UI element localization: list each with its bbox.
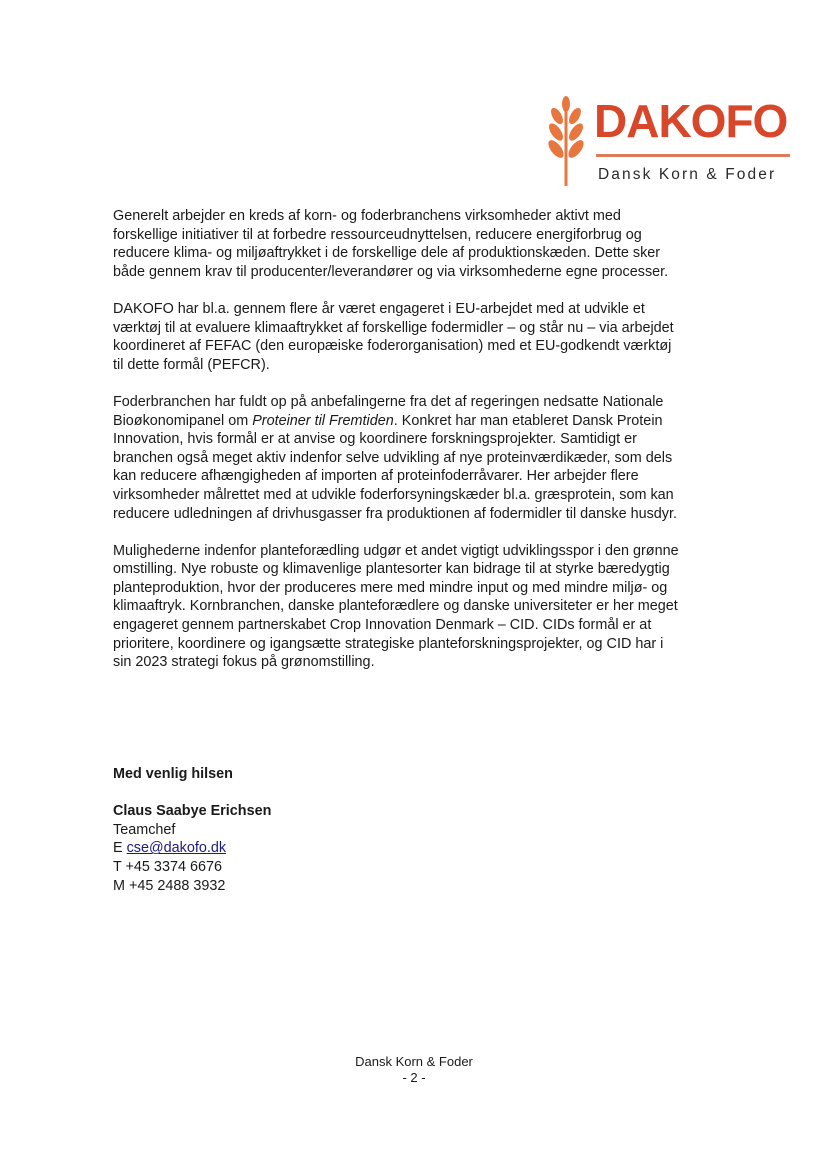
logo-divider (596, 154, 790, 157)
email-line (113, 839, 271, 858)
paragraph-3 (113, 393, 693, 523)
phone-line: T +45 3374 6676 (113, 858, 222, 875)
letter-body (113, 207, 683, 690)
email-prefix: E (113, 840, 127, 857)
signer-title: Teamchef (113, 821, 176, 838)
signer-name: Claus Saabye Erichsen (113, 803, 272, 820)
paragraph-2: DAKOFO har bl.a. gennem flere år været engageret i EU-arbejdet med at udvikle et værktøj til at evaluere klimaaftrykket af forskellige fodermidler – og står nu – via arbejdet koordineret af FEFAC (den europæiske foderorganisation) med et EU-godkendt værktøj til dette formål (PEFCR). (113, 300, 674, 373)
signature-block (113, 765, 271, 895)
logo-tagline: Dansk Korn & Foder (598, 166, 777, 183)
page-number: - 2 - (402, 1070, 426, 1085)
email-link[interactable]: cse@dakofo.dk (126, 840, 227, 857)
paragraph-3-before: Foderbranchen har fuldt op på anbefalingerne fra det af regeringen nedsatte Nationale Bioøkonomipanel om (113, 393, 664, 429)
paragraph-4: Mulighederne indenfor planteforædling udgør et andet vigtigt udviklingsspor i den grønne omstilling. Nye robuste og klimavenlige plantesorter kan bidrage til at styrke bæredygtig planteproduktion, hvor der produceres mere med mindre input og med mindre miljø- og klimaaftryk. Kornbranchen, danske planteforædlere og danske universiteter er her meget engageret gennem partnerskabet Crop Innovation Denmark – CID. CIDs formål er at prioritere, koordinere og igangsætte strategiske planteforskningsprojekter, og CID har i sin 2023 strategi fokus på grønomstilling. (113, 542, 679, 671)
mobile-line: M +45 2488 3932 (113, 877, 226, 894)
paragraph-1: Generelt arbejder en kreds af korn- og foderbranchens virksomheder aktivt med forskellige initiativer til at forbedre ressourceudnyttelsen, reducere energiforbrug og reducere klima- og miljøaftrykket i de forskellige dele af produktionskæden. Dette sker både gennem krav til producenter/leverandører og via virksomhederne egne processer. (113, 208, 669, 280)
paragraph-3-after: . Konkret har man etableret Dansk Protein Innovation, hvis formål er at anvise og koordinere forskningsprojekter. Samtidigt er branchen også meget aktiv indenfor selve udvikling af nye proteinværdikæder, som dels kan reducere afhængigheden af importen af proteinfoderråvarer. Her arbejder flere virksomheder målrettet med at udvikle foderforsyningskæder bl.a. græsprotein, som kan reducere udledningen af drivhusgasser fra produktionen af fodermidler til danske husdyr. (113, 412, 677, 522)
dakofo-logo (544, 96, 794, 188)
footer-company: Dansk Korn & Foder (355, 1054, 473, 1069)
logo-wordmark: DAKOFO (594, 95, 788, 147)
page-footer (0, 1054, 828, 1086)
paragraph-3-italic: Proteiner til Fremtiden (252, 412, 394, 429)
closing-greeting: Med venlig hilsen (113, 766, 233, 782)
wheat-icon (544, 96, 588, 188)
